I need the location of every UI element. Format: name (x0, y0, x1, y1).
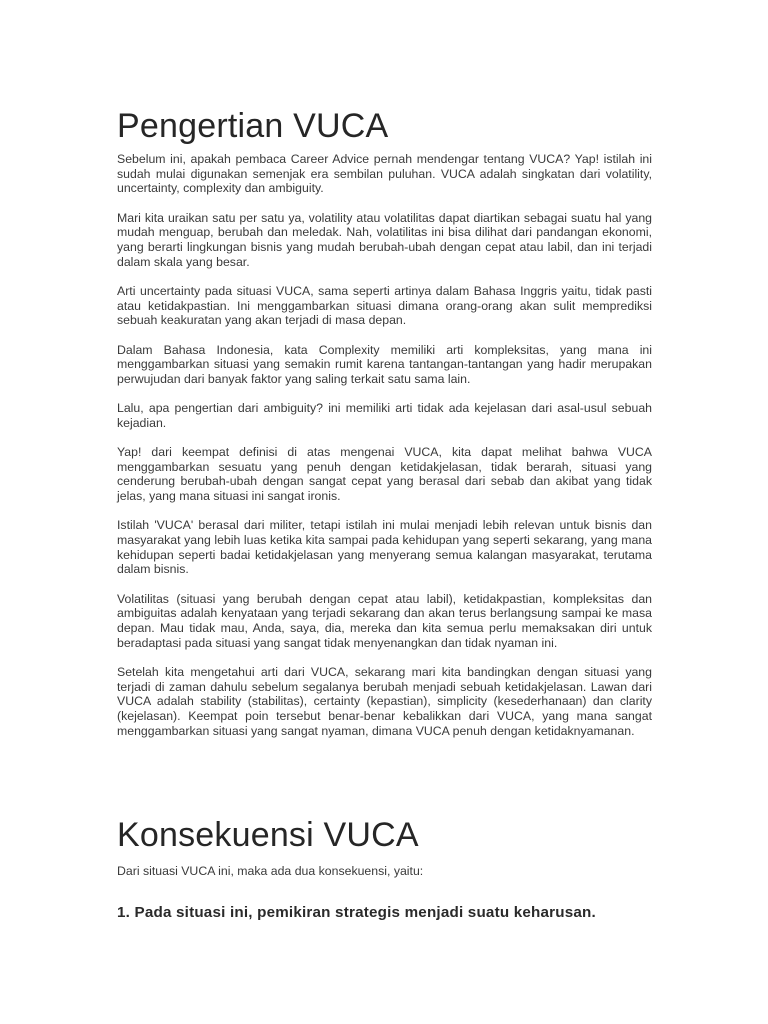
numbered-subheading: 1. Pada situasi ini, pemikiran strategis menjadi suatu keharusan. (117, 904, 596, 921)
paragraph: Istilah 'VUCA' berasal dari militer, tetapi istilah ini mulai menjadi lebih relevan untuk bisnis dan masyarakat yang lebih luas ketika kita sampai pada kehidupan yang seperti sekarang, yang mana kehidupan seperti badai ketidakjelasan yang menyerang semua kalangan masyarakat, terutama dalam bisnis. (117, 518, 652, 577)
section-heading-konsekuensi: Konsekuensi VUCA (117, 816, 419, 854)
paragraph: Dalam Bahasa Indonesia, kata Complexity memiliki arti kompleksitas, yang mana ini menggambarkan situasi yang semakin rumit karena tantangan-tantangan yang hadir merupakan perwujudan dari banyak faktor yang saling terkait satu sama lain. (117, 342, 652, 386)
section-body-pengertian (117, 152, 652, 753)
paragraph: Volatilitas (situasi yang berubah dengan cepat atau labil), ketidakpastian, kompleksitas dan ambiguitas adalah kenyataan yang terjadi sekarang dan akan terus berlangsung sampai ke masa depan. Mau tidak mau, Anda, saya, dia, mereka dan kita semua perlu memaksakan diri untuk beradaptasi pada situasi yang sangat tidak menyenangkan dan tidak nyaman ini. (117, 591, 652, 650)
paragraph: Lalu, apa pengertian dari ambiguity? ini memiliki arti tidak ada kejelasan dari asal-usul sebuah kejadian. (117, 401, 652, 430)
paragraph: Mari kita uraikan satu per satu ya, volatility atau volatilitas dapat diartikan sebagai suatu hal yang mudah menguap, berubah dan meledak. Nah, volatilitas ini bisa dilihat dari pandangan ekonomi, yang berarti lingkungan bisnis yang mudah berubah-ubah dengan cepat atau labil, dan ini terjadi dalam skala yang besar. (117, 210, 652, 269)
paragraph: Sebelum ini, apakah pembaca Career Advice pernah mendengar tentang VUCA? Yap! istilah ini sudah mulai digunakan semenjak era sembilan puluhan. VUCA adalah singkatan dari volatility, uncertainty, complexity dan ambiguity. (117, 152, 652, 196)
paragraph: Arti uncertainty pada situasi VUCA, sama seperti artinya dalam Bahasa Inggris yaitu, tidak pasti atau ketidakpastian. Ini menggambarkan situasi dimana orang-orang akan sulit memprediksi sebuah keakuratan yang akan terjadi di masa depan. (117, 283, 652, 328)
paragraph: Yap! dari keempat definisi di atas mengenai VUCA, kita dapat melihat bahwa VUCA menggambarkan sesuatu yang penuh dengan ketidakjelasan, tidak berarah, situasi yang cenderung berubah-ubah dengan sangat cepat yang berasal dari sebab dan akibat yang tidak jelas, yang mana situasi ini sangat ironis. (117, 445, 652, 504)
paragraph: Setelah kita mengetahui arti dari VUCA, sekarang mari kita bandingkan dengan situasi yang terjadi di zaman dahulu sebelum segalanya berubah menjadi sebuah ketidakjelasan. Lawan dari VUCA adalah stability (stabilitas), certainty (kepastian), simplicity (kesederhanaan) dan clarity (kejelasan). Keempat poin tersebut benar-benar kebalikkan dari VUCA, yang mana sangat menggambarkan situasi yang sangat nyaman, dimana VUCA penuh dengan ketidaknyamanan. (117, 664, 652, 738)
section-intro: Dari situasi VUCA ini, maka ada dua konsekuensi, yaitu: (117, 864, 424, 878)
section-heading-pengertian: Pengertian VUCA (117, 107, 389, 145)
